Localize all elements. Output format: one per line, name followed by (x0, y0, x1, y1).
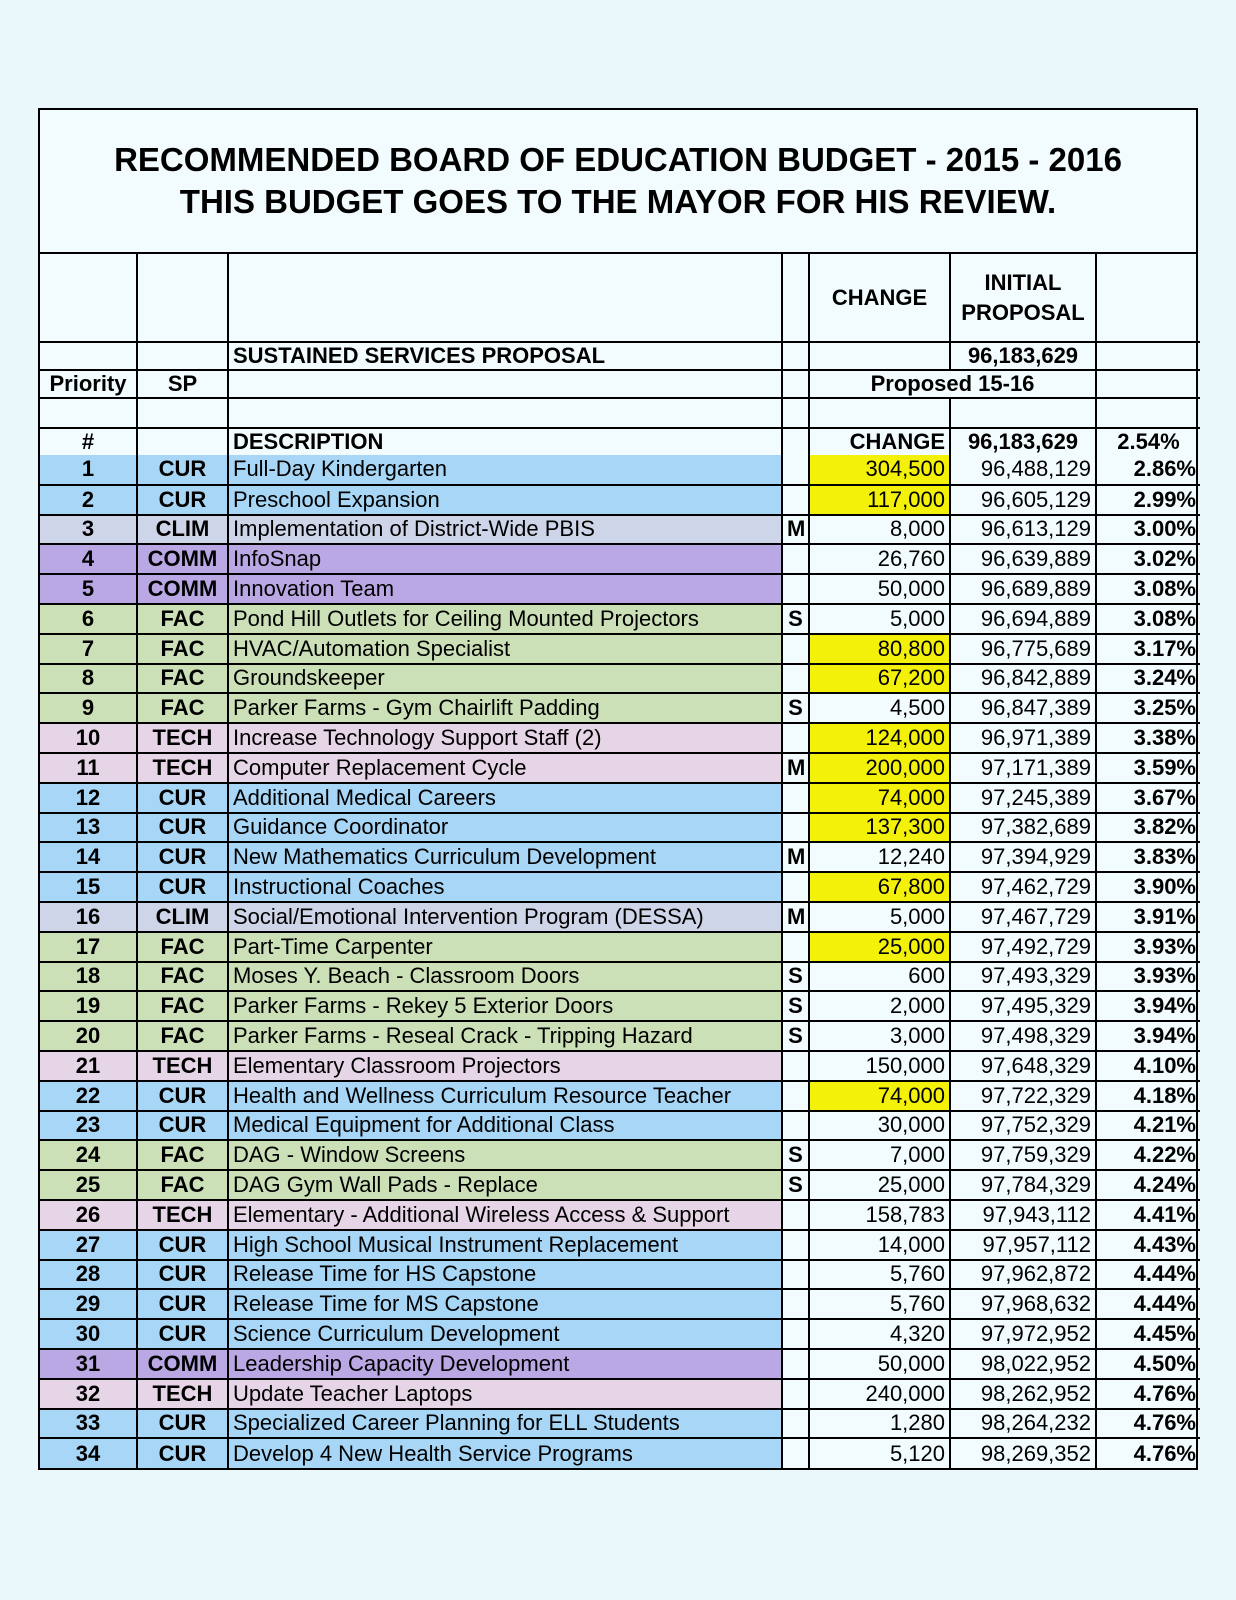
change-cell: 150,000 (809, 1051, 950, 1081)
sp-cell: FAC (137, 604, 228, 634)
percent-cell: 2.99% (1096, 485, 1200, 515)
total-cell: 97,957,112 (950, 1230, 1096, 1260)
priority-cell: 5 (40, 574, 137, 604)
sp-cell: CUR (137, 1438, 228, 1468)
sp-cell: CUR (137, 1230, 228, 1260)
priority-cell: 30 (40, 1319, 137, 1349)
priority-cell: 19 (40, 991, 137, 1021)
change-cell: 25,000 (809, 1170, 950, 1200)
description-cell: Release Time for MS Capstone (228, 1289, 782, 1319)
description-cell: DAG Gym Wall Pads - Replace (228, 1170, 782, 1200)
description-cell: Science Curriculum Development (228, 1319, 782, 1349)
percent-cell: 3.38% (1096, 723, 1200, 753)
priority-cell: 28 (40, 1260, 137, 1290)
change-cell: 74,000 (809, 783, 950, 813)
percent-cell: 3.08% (1096, 604, 1200, 634)
description-cell: Develop 4 New Health Service Programs (228, 1438, 782, 1468)
sustained-services-label: SUSTAINED SERVICES PROPOSAL (228, 342, 782, 370)
table-row (40, 1379, 1200, 1409)
total-cell: 97,784,329 (950, 1170, 1096, 1200)
description-cell: Instructional Coaches (228, 872, 782, 902)
sp-cell: CUR (137, 872, 228, 902)
change-cell: 304,500 (809, 455, 950, 485)
priority-cell: 18 (40, 962, 137, 992)
priority-cell: 25 (40, 1170, 137, 1200)
title-line-2: THIS BUDGET GOES TO THE MAYOR FOR HIS REVIEW. (179, 183, 1057, 220)
priority-cell: 9 (40, 693, 137, 723)
description-cell: Increase Technology Support Staff (2) (228, 723, 782, 753)
percent-cell: 3.25% (1096, 693, 1200, 723)
percent-cell: 4.50% (1096, 1349, 1200, 1379)
description-cell: Moses Y. Beach - Classroom Doors (228, 962, 782, 992)
table-row (40, 515, 1200, 545)
priority-cell: 8 (40, 664, 137, 694)
percent-cell: 3.02% (1096, 544, 1200, 574)
percent-cell: 3.93% (1096, 932, 1200, 962)
total-cell: 97,467,729 (950, 902, 1096, 932)
total-cell: 97,245,389 (950, 783, 1096, 813)
change-cell: 5,760 (809, 1289, 950, 1319)
percent-cell: 4.76% (1096, 1409, 1200, 1439)
total-cell: 96,842,889 (950, 664, 1096, 694)
priority-cell: 23 (40, 1111, 137, 1141)
priority-cell: 4 (40, 544, 137, 574)
change-cell: 67,200 (809, 664, 950, 694)
priority-cell: 14 (40, 842, 137, 872)
sp-cell: FAC (137, 664, 228, 694)
table-row (40, 1260, 1200, 1290)
priority-cell: 20 (40, 1021, 137, 1051)
percent-cell: 3.90% (1096, 872, 1200, 902)
total-cell: 96,775,689 (950, 634, 1096, 664)
percent-cell: 4.41% (1096, 1200, 1200, 1230)
change-cell: 30,000 (809, 1111, 950, 1141)
flag-cell: S (782, 604, 809, 634)
change-cell: 1,280 (809, 1409, 950, 1439)
sp-cell: FAC (137, 962, 228, 992)
flag-cell (782, 783, 809, 813)
description-cell: Parker Farms - Rekey 5 Exterior Doors (228, 991, 782, 1021)
table-row (40, 872, 1200, 902)
description-cell: Parker Farms - Gym Chairlift Padding (228, 693, 782, 723)
total-cell: 97,759,329 (950, 1140, 1096, 1170)
flag-cell (782, 723, 809, 753)
change-cell: 25,000 (809, 932, 950, 962)
description-cell: DAG - Window Screens (228, 1140, 782, 1170)
description-cell: Preschool Expansion (228, 485, 782, 515)
sp-cell: COMM (137, 1349, 228, 1379)
change-cell: 117,000 (809, 485, 950, 515)
description-cell: Pond Hill Outlets for Ceiling Mounted Projectors (228, 604, 782, 634)
percent-cell: 4.22% (1096, 1140, 1200, 1170)
sp-header: SP (137, 370, 228, 398)
total-cell: 97,968,632 (950, 1289, 1096, 1319)
table-row (40, 1140, 1200, 1170)
change-cell: 80,800 (809, 634, 950, 664)
priority-cell: 27 (40, 1230, 137, 1260)
total-cell: 97,498,329 (950, 1021, 1096, 1051)
sp-cell: FAC (137, 1021, 228, 1051)
description-cell: Parker Farms - Reseal Crack - Tripping Hazard (228, 1021, 782, 1051)
change-cell: 4,320 (809, 1319, 950, 1349)
percent-cell: 3.17% (1096, 634, 1200, 664)
budget-sheet (38, 108, 1198, 1470)
priority-cell: 31 (40, 1349, 137, 1379)
sp-cell: CUR (137, 1409, 228, 1439)
percent-cell: 4.45% (1096, 1319, 1200, 1349)
description-cell: Health and Wellness Curriculum Resource Teacher (228, 1081, 782, 1111)
change-cell: 5,000 (809, 902, 950, 932)
total-cell: 96,971,389 (950, 723, 1096, 753)
priority-cell: 33 (40, 1409, 137, 1439)
flag-cell (782, 1289, 809, 1319)
sp-cell: CUR (137, 485, 228, 515)
percent-cell: 4.18% (1096, 1081, 1200, 1111)
priority-cell: 6 (40, 604, 137, 634)
description-cell: Additional Medical Careers (228, 783, 782, 813)
total-cell: 98,269,352 (950, 1438, 1096, 1468)
table-row (40, 753, 1200, 783)
change-cell: 2,000 (809, 991, 950, 1021)
percent-cell: 3.24% (1096, 664, 1200, 694)
title-line-1: RECOMMENDED BOARD OF EDUCATION BUDGET - 2015 - 2016 (114, 141, 1122, 178)
change-cell: 124,000 (809, 723, 950, 753)
description-cell: HVAC/Automation Specialist (228, 634, 782, 664)
percent-cell: 4.44% (1096, 1289, 1200, 1319)
total-cell: 98,262,952 (950, 1379, 1096, 1409)
description-cell: Medical Equipment for Additional Class (228, 1111, 782, 1141)
description-cell: New Mathematics Curriculum Development (228, 842, 782, 872)
description-cell: Update Teacher Laptops (228, 1379, 782, 1409)
flag-cell (782, 872, 809, 902)
change-cell: 3,000 (809, 1021, 950, 1051)
change-cell: 67,800 (809, 872, 950, 902)
table-row (40, 1409, 1200, 1439)
priority-cell: 34 (40, 1438, 137, 1468)
percent-cell: 3.93% (1096, 962, 1200, 992)
flag-cell: S (782, 991, 809, 1021)
total-cell: 98,022,952 (950, 1349, 1096, 1379)
priority-cell: 15 (40, 872, 137, 902)
table-row (40, 1438, 1200, 1468)
change-cell: 50,000 (809, 1349, 950, 1379)
percent-cell: 3.94% (1096, 1021, 1200, 1051)
sp-cell: CUR (137, 813, 228, 843)
flag-cell: S (782, 1170, 809, 1200)
description-cell: Specialized Career Planning for ELL Students (228, 1409, 782, 1439)
sp-cell: FAC (137, 1140, 228, 1170)
priority-cell: 16 (40, 902, 137, 932)
percent-cell: 4.76% (1096, 1379, 1200, 1409)
description-cell: InfoSnap (228, 544, 782, 574)
table-row (40, 1230, 1200, 1260)
priority-cell: 3 (40, 515, 137, 545)
sp-cell: CUR (137, 842, 228, 872)
total-cell: 97,492,729 (950, 932, 1096, 962)
description-cell: Groundskeeper (228, 664, 782, 694)
percent-cell: 4.44% (1096, 1260, 1200, 1290)
priority-header: Priority (40, 370, 137, 398)
flag-cell (782, 1260, 809, 1290)
change-cell: 74,000 (809, 1081, 950, 1111)
sp-cell: CUR (137, 783, 228, 813)
sp-cell: TECH (137, 1200, 228, 1230)
priority-cell: 21 (40, 1051, 137, 1081)
sp-cell: CUR (137, 1111, 228, 1141)
total-cell: 97,648,329 (950, 1051, 1096, 1081)
flag-cell (782, 1230, 809, 1260)
flag-cell: M (782, 902, 809, 932)
percent-cell: 2.86% (1096, 455, 1200, 485)
sp-cell: TECH (137, 753, 228, 783)
table-row (40, 813, 1200, 843)
flag-cell: S (782, 1021, 809, 1051)
change-cell: 50,000 (809, 574, 950, 604)
description-cell: Computer Replacement Cycle (228, 753, 782, 783)
priority-cell: 12 (40, 783, 137, 813)
total-cell: 97,943,112 (950, 1200, 1096, 1230)
priority-cell: 13 (40, 813, 137, 843)
flag-cell (782, 932, 809, 962)
flag-cell: M (782, 753, 809, 783)
description-cell: Elementary - Additional Wireless Access & Support (228, 1200, 782, 1230)
description-cell: Elementary Classroom Projectors (228, 1051, 782, 1081)
change-cell: 4,500 (809, 693, 950, 723)
description-cell: Guidance Coordinator (228, 813, 782, 843)
flag-cell (782, 634, 809, 664)
change-cell: 7,000 (809, 1140, 950, 1170)
percent-cell: 3.82% (1096, 813, 1200, 843)
base-total: 96,183,629 (950, 428, 1096, 455)
percent-cell: 4.10% (1096, 1051, 1200, 1081)
sp-cell: CUR (137, 1289, 228, 1319)
percent-cell: 4.24% (1096, 1170, 1200, 1200)
percent-cell: 3.83% (1096, 842, 1200, 872)
description-cell: Part-Time Carpenter (228, 932, 782, 962)
total-cell: 97,972,952 (950, 1319, 1096, 1349)
description-header: DESCRIPTION (228, 428, 782, 455)
flag-cell (782, 1200, 809, 1230)
total-cell: 96,488,129 (950, 455, 1096, 485)
table-row (40, 1289, 1200, 1319)
budget-table (40, 254, 1200, 1468)
flag-cell (782, 1438, 809, 1468)
proposed-header: Proposed 15-16 (809, 370, 1096, 398)
sp-cell: FAC (137, 1170, 228, 1200)
percent-cell: 3.91% (1096, 902, 1200, 932)
sp-cell: CUR (137, 1260, 228, 1290)
percent-cell: 3.94% (1096, 991, 1200, 1021)
table-row (40, 783, 1200, 813)
table-header (40, 254, 1200, 455)
change-cell: 5,000 (809, 604, 950, 634)
change-cell: 158,783 (809, 1200, 950, 1230)
description-cell: Full-Day Kindergarten (228, 455, 782, 485)
flag-cell: S (782, 962, 809, 992)
description-cell: High School Musical Instrument Replacement (228, 1230, 782, 1260)
flag-cell (782, 1081, 809, 1111)
description-cell: Implementation of District-Wide PBIS (228, 515, 782, 545)
change-cell: 14,000 (809, 1230, 950, 1260)
flag-cell: S (782, 1140, 809, 1170)
change-column-header: CHANGE (809, 428, 950, 455)
budget-rows (40, 455, 1200, 1468)
change-cell: 5,760 (809, 1260, 950, 1290)
sp-cell: FAC (137, 693, 228, 723)
initial-proposal-header: INITIAL PROPOSAL (950, 254, 1096, 342)
table-row (40, 485, 1200, 515)
number-header: # (40, 428, 137, 455)
sp-cell: FAC (137, 932, 228, 962)
total-cell: 97,962,872 (950, 1260, 1096, 1290)
flag-cell (782, 1319, 809, 1349)
total-cell: 97,495,329 (950, 991, 1096, 1021)
table-row (40, 1021, 1200, 1051)
base-percent: 2.54% (1096, 428, 1200, 455)
title-box (40, 110, 1196, 254)
priority-cell: 17 (40, 932, 137, 962)
priority-cell: 7 (40, 634, 137, 664)
sp-cell: TECH (137, 1379, 228, 1409)
description-cell: Leadership Capacity Development (228, 1349, 782, 1379)
priority-cell: 26 (40, 1200, 137, 1230)
percent-cell: 3.59% (1096, 753, 1200, 783)
priority-cell: 22 (40, 1081, 137, 1111)
priority-cell: 11 (40, 753, 137, 783)
flag-cell (782, 544, 809, 574)
flag-cell: M (782, 842, 809, 872)
change-cell: 137,300 (809, 813, 950, 843)
flag-cell: M (782, 515, 809, 545)
table-row (40, 1200, 1200, 1230)
sp-cell: TECH (137, 1051, 228, 1081)
description-cell: Social/Emotional Intervention Program (DESSA) (228, 902, 782, 932)
table-row (40, 932, 1200, 962)
change-cell: 12,240 (809, 842, 950, 872)
total-cell: 96,689,889 (950, 574, 1096, 604)
change-cell: 240,000 (809, 1379, 950, 1409)
total-cell: 96,694,889 (950, 604, 1096, 634)
flag-cell (782, 485, 809, 515)
total-cell: 97,493,329 (950, 962, 1096, 992)
sp-cell: CUR (137, 1319, 228, 1349)
priority-cell: 24 (40, 1140, 137, 1170)
table-row (40, 902, 1200, 932)
priority-cell: 32 (40, 1379, 137, 1409)
priority-cell: 10 (40, 723, 137, 753)
flag-cell (782, 1051, 809, 1081)
table-row (40, 693, 1200, 723)
change-cell: 8,000 (809, 515, 950, 545)
change-cell: 26,760 (809, 544, 950, 574)
change-cell: 5,120 (809, 1438, 950, 1468)
table-row (40, 455, 1200, 485)
sp-cell: CUR (137, 1081, 228, 1111)
percent-cell: 4.21% (1096, 1111, 1200, 1141)
table-row (40, 604, 1200, 634)
sp-cell: CLIM (137, 515, 228, 545)
change-cell: 600 (809, 962, 950, 992)
total-cell: 96,605,129 (950, 485, 1096, 515)
table-row (40, 1170, 1200, 1200)
sp-cell: COMM (137, 544, 228, 574)
total-cell: 97,752,329 (950, 1111, 1096, 1141)
percent-cell: 3.08% (1096, 574, 1200, 604)
table-row (40, 634, 1200, 664)
table-row (40, 1111, 1200, 1141)
percent-cell: 4.43% (1096, 1230, 1200, 1260)
total-cell: 98,264,232 (950, 1409, 1096, 1439)
table-row (40, 664, 1200, 694)
flag-cell (782, 455, 809, 485)
table-row (40, 962, 1200, 992)
total-cell: 96,639,889 (950, 544, 1096, 574)
table-row (40, 1319, 1200, 1349)
flag-cell (782, 1379, 809, 1409)
flag-cell (782, 1349, 809, 1379)
table-row (40, 1349, 1200, 1379)
total-cell: 97,394,929 (950, 842, 1096, 872)
flag-cell (782, 574, 809, 604)
table-row (40, 991, 1200, 1021)
flag-cell (782, 1111, 809, 1141)
total-cell: 96,847,389 (950, 693, 1096, 723)
flag-cell: S (782, 693, 809, 723)
change-cell: 200,000 (809, 753, 950, 783)
table-row (40, 723, 1200, 753)
total-cell: 96,613,129 (950, 515, 1096, 545)
description-cell: Release Time for HS Capstone (228, 1260, 782, 1290)
table-row (40, 842, 1200, 872)
sp-cell: FAC (137, 634, 228, 664)
percent-cell: 3.67% (1096, 783, 1200, 813)
table-row (40, 1081, 1200, 1111)
sp-cell: CUR (137, 455, 228, 485)
sustained-services-value: 96,183,629 (950, 342, 1096, 370)
flag-cell (782, 813, 809, 843)
sp-cell: FAC (137, 991, 228, 1021)
priority-cell: 29 (40, 1289, 137, 1319)
total-cell: 97,382,689 (950, 813, 1096, 843)
total-cell: 97,171,389 (950, 753, 1096, 783)
sp-cell: COMM (137, 574, 228, 604)
total-cell: 97,462,729 (950, 872, 1096, 902)
table-row (40, 544, 1200, 574)
total-cell: 97,722,329 (950, 1081, 1096, 1111)
table-row (40, 1051, 1200, 1081)
sp-cell: CLIM (137, 902, 228, 932)
table-row (40, 574, 1200, 604)
flag-cell (782, 664, 809, 694)
priority-cell: 1 (40, 455, 137, 485)
percent-cell: 3.00% (1096, 515, 1200, 545)
percent-cell: 4.76% (1096, 1438, 1200, 1468)
change-header: CHANGE (809, 254, 950, 342)
sp-cell: TECH (137, 723, 228, 753)
priority-cell: 2 (40, 485, 137, 515)
description-cell: Innovation Team (228, 574, 782, 604)
flag-cell (782, 1409, 809, 1439)
